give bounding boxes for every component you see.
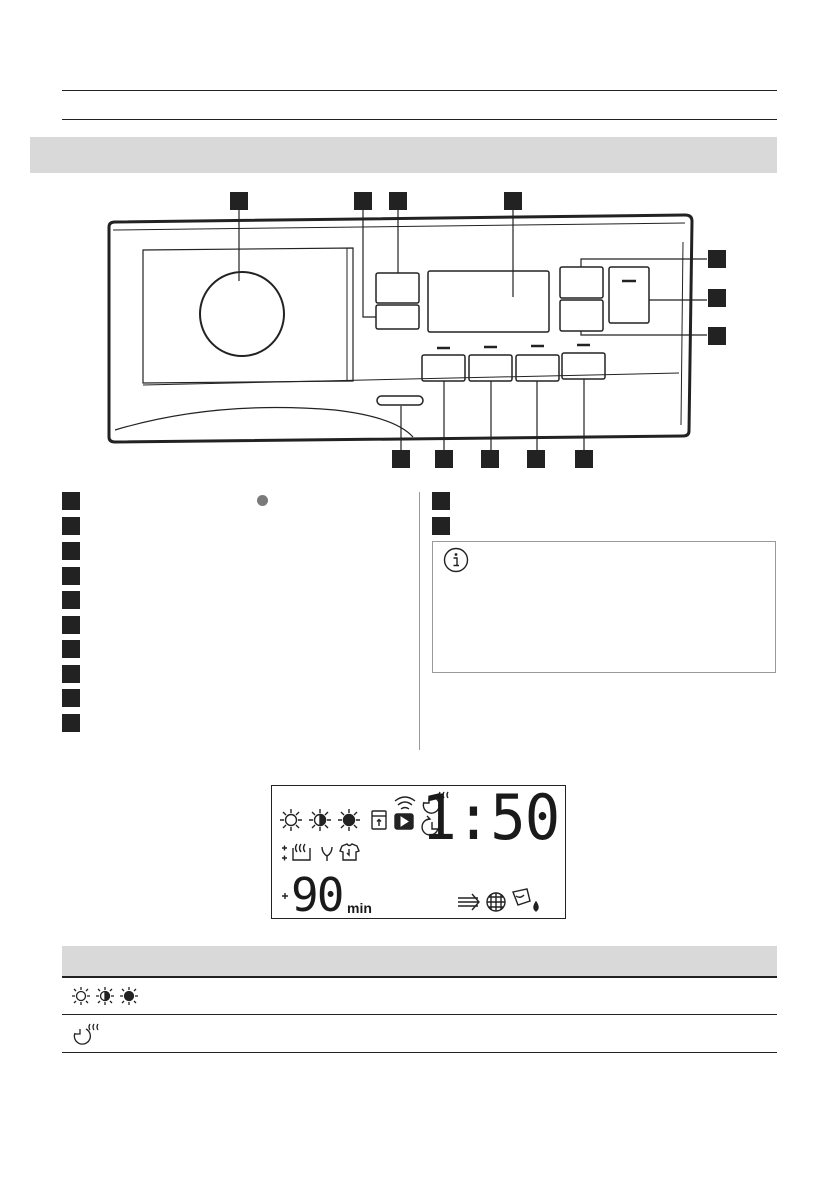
- legend-item: [62, 492, 402, 510]
- minutes-value: 90: [291, 868, 343, 922]
- minutes-plus-icon: [282, 893, 288, 899]
- callout-square: [62, 665, 80, 683]
- sun-light-icon: [280, 809, 302, 831]
- legend-item: [432, 492, 772, 510]
- detergent-icon: [513, 889, 538, 911]
- plus-plus-icon: [282, 846, 287, 861]
- legend-item: [62, 665, 402, 683]
- callout-square: [432, 517, 450, 535]
- legend-item: [62, 616, 402, 634]
- callout-square: [432, 492, 450, 510]
- legend-item: [62, 542, 402, 560]
- legend-item: [62, 517, 402, 535]
- gray-dot-icon: [257, 495, 268, 506]
- door-lock-icon: [372, 811, 386, 829]
- shirt-icon: [340, 844, 359, 860]
- section-band: [30, 137, 777, 173]
- display-panel: [271, 781, 566, 922]
- legend-item: [432, 517, 772, 535]
- table-row: [62, 1016, 777, 1052]
- legend-item: [62, 714, 402, 732]
- callout-square: [62, 542, 80, 560]
- callout-square: [62, 616, 80, 634]
- callout-square: [62, 567, 80, 585]
- callout-square: [62, 591, 80, 609]
- sun-half-icon: [309, 809, 331, 831]
- wifi-icon: [395, 797, 415, 809]
- play-icon: [395, 814, 413, 829]
- header-rule-bottom: [62, 119, 777, 120]
- minutes-unit: min: [347, 900, 372, 916]
- table-row: [62, 978, 777, 1014]
- control-panel-diagram: [95, 185, 745, 475]
- table-row-rule: [62, 1052, 777, 1053]
- callout-square: [62, 640, 80, 658]
- column-divider: [419, 492, 420, 750]
- rinse-arrow-icon: [458, 894, 479, 910]
- info-box: [432, 541, 776, 673]
- legend-item: [62, 591, 402, 609]
- legend-item: [62, 689, 402, 707]
- table-header: [62, 946, 777, 976]
- callout-square: [62, 714, 80, 732]
- bio-icon: [322, 847, 332, 861]
- callout-square: [62, 492, 80, 510]
- steam-clock-icon: [68, 1020, 108, 1048]
- callout-square: [62, 517, 80, 535]
- steam-icon: [293, 844, 310, 860]
- legend-item: [62, 567, 402, 585]
- callout-square: [62, 689, 80, 707]
- grid-globe-icon: [487, 893, 505, 911]
- legend-item: [62, 640, 402, 658]
- header-rule-top: [62, 90, 777, 91]
- sun-levels-icon: [68, 984, 148, 1008]
- time-readout: 1:50: [420, 781, 559, 854]
- sun-dark-icon: [338, 809, 360, 831]
- table-row-rule: [62, 1014, 777, 1015]
- info-icon: [443, 547, 469, 573]
